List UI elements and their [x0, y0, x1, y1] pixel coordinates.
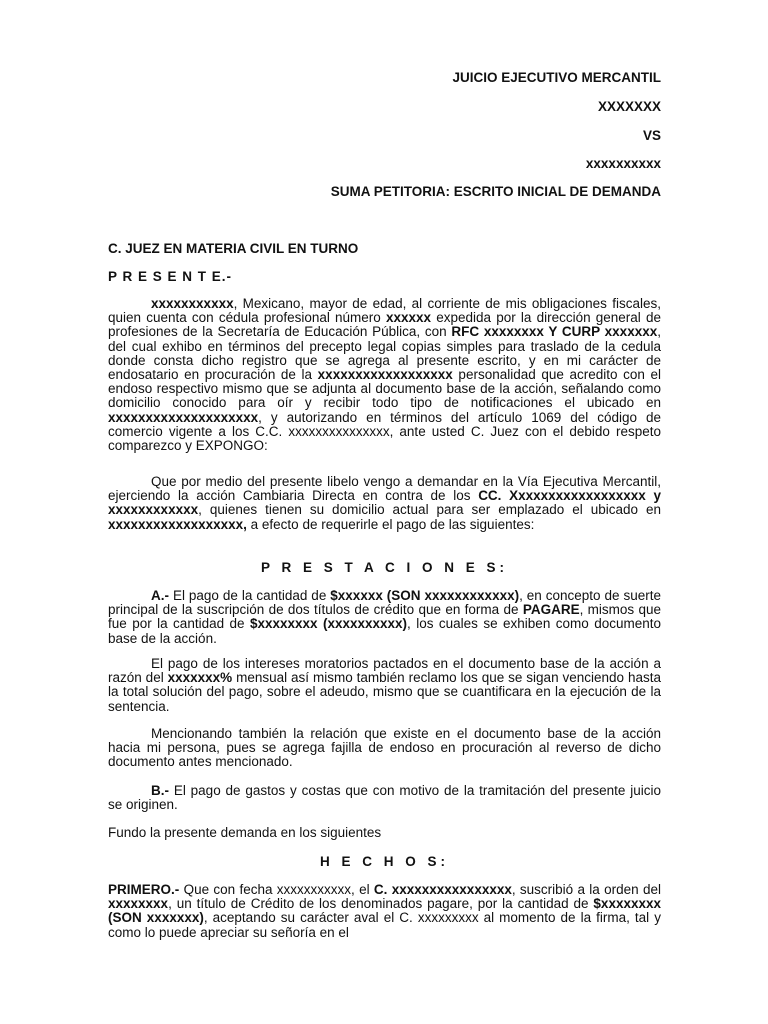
prestacion-b: B.- El pago de gastos y costas que con motivo de la tramitación del presente juicio se originen.: [108, 783, 661, 813]
plaintiff: XXXXXXX: [597, 99, 661, 114]
addressee-judge: C. JUEZ EN MATERIA CIVIL EN TURNO: [108, 241, 359, 256]
petition-summary: SUMA PETITORIA: ESCRITO INICIAL DE DEMANDA: [330, 184, 661, 199]
plaintiff-name: xxxxxxxxxxx: [151, 296, 234, 311]
cedula-number: xxxxxx: [385, 310, 432, 326]
versus: VS: [642, 128, 661, 143]
plaintiff-address: xxxxxxxxxxxxxxxxxxxx: [108, 409, 259, 425]
fundo-paragraph: Fundo la presente demanda en los siguientes: [108, 825, 382, 840]
defendants: CC. Xxxxxxxxxxxxxxxxxx y xxxxxxxxxxxx: [108, 488, 661, 518]
hechos-heading: H E C H O S:: [319, 854, 449, 869]
prestaciones-heading: P R E S T A C I O N E S:: [260, 560, 509, 575]
demand-paragraph: Que por medio del presente libelo vengo a demandar en la Vía Ejecutiva Mercantil, ejerciendo la acción Cambiaria Directa en contra de los CC. Xxxxxxxxxxxxxxxxxx y xxxxxxxxxxxx, quienes tienen su domicilio actual para ser emplazado el ubicado en xxxxxxxxxxxxxxxxxx, a efecto de requerirle el pago de las siguientes:: [108, 474, 661, 532]
relation-paragraph: Mencionando también la relación que existe en el documento base de la acción hacia mi persona, pues se agrega fajilla de endoso en procuración al reverso de dicho documento antes mencionado.: [108, 726, 661, 770]
interest-paragraph: El pago de los intereses moratorios pactados en el documento base de la acción a razón del xxxxxxx% mensual así mismo también reclamo los que se sigan venciendo hasta la total solución del pago, sobre el adeudo, mismo que se cuantificara en la ejecución de la sentencia.: [108, 656, 661, 714]
primero-paragraph: PRIMERO.- Que con fecha xxxxxxxxxxx, el C. xxxxxxxxxxxxxxxx, suscribió a la orden del xxxxxxxx, un título de Crédito de los denominados pagare, por la cantidad de $xxxxxxxx (SON xxxxxxx), aceptando su carácter aval el C. xxxxxxxxx al momento de la firma, tal y como lo puede apreciar su señoría en el: [108, 882, 661, 940]
interest-rate: xxxxxxx%: [167, 670, 233, 686]
principal-amount: $xxxxxx (SON xxxxxxxxxxxx): [330, 588, 520, 603]
intro-paragraph: xxxxxxxxxxx, Mexicano, mayor de edad, al corriente de mis obligaciones fiscales, quien cuenta con cédula profesional número xxxxxx expedida por la dirección general de profesiones de la Secretaría de Educación Pública, con RFC xxxxxxxx Y CURP xxxxxxx, del cual exhibo en términos del precepto legal copias simples para traslado de la cedula donde consta dicho registro que se agrega al presente escrito, y en mi carácter de endosatario en procuración de la xxxxxxxxxxxxxxxxxx personalidad que acredito con el endoso respectivo mismo que se adjunta al documento base de la acción, señalando como domicilio conocido para oír y recibir todo tipo de notificaciones el ubicado en xxxxxxxxxxxxxxxxxxxx, y autorizando en términos del artículo 1069 del código de comercio vigente a los C.C. xxxxxxxxxxxxxxx, ante usted C. Juez con el debido respeto comparezco y EXPONGO:: [108, 296, 661, 454]
defendant: xxxxxxxxxx: [585, 156, 661, 171]
prestacion-a: A.- El pago de la cantidad de $xxxxxx (SON xxxxxxxxxxxx), en concepto de suerte principal de la suscripción de dos títulos de crédito que en forma de PAGARE, mismos que fue por la cantidad de $xxxxxxxx (xxxxxxxxxx), los cuales se exhiben como documento base de la acción.: [108, 588, 661, 646]
rfc-curp: RFC xxxxxxxx Y CURP xxxxxxx: [451, 324, 658, 340]
defendant-address: xxxxxxxxxxxxxxxxxx,: [108, 516, 247, 532]
case-type: JUICIO EJECUTIVO MERCANTIL: [452, 70, 661, 85]
addressee-presente: P R E S E N T E.-: [108, 269, 233, 284]
endosante: xxxxxxxxxxxxxxxxxx: [317, 367, 453, 383]
